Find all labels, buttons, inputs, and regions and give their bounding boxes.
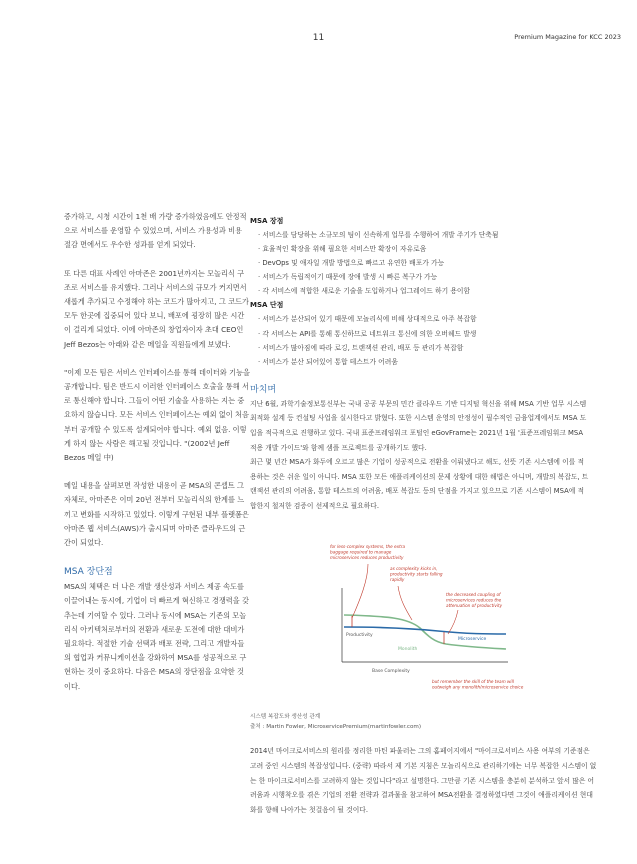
annotation-right: the decreased coupling of microservices reduces the attenuation of productivity — [446, 592, 503, 608]
section-heading: MSA 장단점 — [64, 567, 113, 578]
monolith-curve — [344, 615, 506, 649]
conclusion-paragraph: 지난 6월, 과학기술정보통신부는 국내 공공 부문의 민간 클라우드 기반 디지털 혁신을 위해 MSA 기반 업무 시스템 최적화 설계 등 컨설팅 사업을 실시한다고 밝혔다. 또한 시스템 운영의 안정성이 필수적인 금융업계에서도 MSA 도입을 적극적으로 진행하고 있다. 국내 표준프레임워크 포털인 eGovFrame는 2021년 1월 '표준프레임워크 MSA 적용 개발 가이드'와 함께 샘플 프로젝트를 공개하기도 했다. — [250, 399, 587, 452]
list-item: · 각 서비스는 API를 통해 통신하므로 네트워크 통신에 의한 오버헤드 발생 — [258, 327, 590, 341]
paragraph: 메일 내용을 살펴보면 작성한 내용이 곧 MSA의 콘셉트 그 자체로, 아마존은 이미 20년 전부터 모놀리식의 한계를 느끼고 변화를 시작하고 있었다. 이렇게 구현된 내부 플랫폼은 아마존 웹 서비스(AWS)가 출시되며 아마존 클라우드의 근간이 되었다. — [64, 481, 249, 548]
complexity-productivity-figure — [328, 540, 528, 700]
list-item: · 서비스가 분산되어 있기 때문에 모놀리식에 비해 상대적으로 아주 복잡함 — [258, 312, 590, 326]
list-item: · 서비스를 담당하는 소규모의 팀이 신속하게 업무를 수행하여 개발 주기가 단축됨 — [258, 228, 590, 242]
quote-paragraph: "이제 모든 팀은 서비스 인터페이스를 통해 데이터와 기능을 공개합니다. 팀은 반드시 이러한 인터페이스 호출을 통해 서로 통신해야 합니다. 그들이 어떤 기술을 사용하는 지는 중요하지 않습니다. 모든 서비스 인터페이스는 예외 없이 처음부터 공개할 수 있도록 설계되어야 합니다. 예외 없음. 이렇게 하지 않는 사람은 해고될 것입니다. "(2002년 Jeff Bezos 메일 中) — [64, 367, 250, 463]
paragraph: 또 다른 대표 사례인 아마존은 2001년까지는 모놀리식 구조로 서비스를 유지했다. 그러나 서비스의 규모가 커지면서 새롭게 추가되고 수정해야 하는 코드가 많아지고, 그 코드가 모두 한곳에 집중되어 있다 보니, 배포에 굉장히 많은 시간이 걸리게 되었다. 이에 아마존의 창업자이자 초대 CEO인 Jeff Bezos는 아래와 같은 메일을 직원들에게 보냈다. — [64, 268, 249, 349]
pros-title: MSA 장점 — [250, 217, 284, 225]
annotation-mid: as complexity kicks in, productivity starts falling rapidly — [390, 566, 443, 582]
magazine-title: Premium Magazine for KCC 2023 — [514, 33, 621, 41]
list-item: · 서비스가 많아짐에 따라 로깅, 트랜잭션 관리, 배포 등 관리가 복잡함 — [258, 341, 590, 355]
paragraph: MSA의 체택은 더 나은 개발 생산성과 서비스 제공 속도를 이끌어내는 동시에, 기업이 더 빠르게 혁신하고 경쟁력을 갖추는데 기여할 수 있다. 그러나 동시에 MSA는 기존의 모놀리식 아키텍처로부터의 전환과 새로운 도전에 대한 대비가 필요하다. 적절한 기술 선택과 배포 전략, 그리고 개발자들의 협업과 커뮤니케이션을 강화하여 MSA를 성공적으로 구현하는 것이 중요하다. 다음은 MSA의 장단점을 요약한 것이다. — [64, 582, 249, 691]
right-column — [250, 214, 590, 514]
caption-title: 시스템 복잡도와 생산성 관계 — [250, 714, 321, 720]
conclusion-paragraph: 최근 몇 년간 MSA가 화두에 오르고 많은 기업이 성공적으로 전환을 이뤄냈다고 해도, 선뜻 기존 시스템에 이를 적용하는 것은 쉬운 일이 아니다. MSA 또한 모든 애플리케이션의 문제 상황에 대한 해법은 아니며, 개발의 복잡도, 트랜잭션 관리의 어려움, 통합 테스트의 어려움, 배포 복잡도 등의 단점을 가지고 있으므로 기존 시스템이 MSA에 적합한지 철저한 검증이 선제적으로 필요하다. — [250, 458, 589, 510]
annotation-bottom: but remember the skill of the team will outweigh any monolith/microservice choice — [432, 679, 524, 690]
list-item: · 서비스가 분산 되어있어 통합 테스트가 어려움 — [258, 355, 590, 369]
caption-source: 출처 : Martin Fowler, MicroservicePremium(martinfowler.com) — [250, 724, 422, 730]
left-column — [64, 210, 250, 708]
list-item: · 각 서비스에 적합한 새로운 기술을 도입하거나 업그레이드 하기 용이함 — [258, 284, 590, 298]
annotation-arrow — [352, 564, 368, 618]
pros-list — [258, 228, 590, 298]
final-paragraph: 2014년 마이크로서비스의 원리를 정리한 마틴 파울러는 그의 홈페이지에서 "마이크로서비스 사용 여부의 기준점은 고려 중인 시스템의 복잡성입니다. (중략) 따라서 제 기본 지침은 모놀리식으로 관리하기에는 너무 복잡한 시스템이 없는 한 마이크로서비스를 고려하지 않는 것입니다"라고 설명한다. 그만큼 기존 시스템을 충분히 분석하고 앞서 많은 어려움과 시행착오를 겪은 기업의 전환 전략과 결과물을 참고하여 MSA전환을 결정하였다면 그것이 애플리케이션 현대화를 향해 나아가는 첫걸음이 될 것이다. — [250, 747, 597, 815]
base-complexity-label: Base Complexity — [372, 669, 410, 674]
annotation-arrow — [448, 610, 458, 634]
list-item: · 서비스가 독립적이기 때문에 장애 발생 시 빠른 복구가 가능 — [258, 270, 590, 284]
page-number: 11 — [312, 33, 325, 43]
monolith-label: Monolith — [398, 647, 418, 652]
list-item: · 효율적인 확장을 위해 필요한 서비스만 확장이 자유로움 — [258, 242, 590, 256]
figure-caption — [250, 712, 421, 732]
annotation-top: for less-complex systems, the extra baggage required to manage microservices reduces productivity — [330, 544, 406, 560]
conclusion-title: 마치며 — [250, 384, 277, 395]
cons-title: MSA 단점 — [250, 301, 284, 310]
cons-list — [258, 312, 590, 368]
microservice-label: Microservice — [458, 637, 487, 642]
paragraph: 증가하고, 시청 시간이 1천 배 가량 증가하였음에도 안정적으로 서비스를 운영할 수 있었으며, 서비스 가용성과 비용 절감 면에서도 우수한 성과를 얻게 되었다. — [64, 212, 247, 250]
list-item: · DevOps 및 애자일 개발 방법으로 빠르고 유연한 배포가 가능 — [258, 256, 590, 270]
productivity-label: Productivity — [346, 633, 373, 638]
annotation-arrow — [398, 586, 412, 620]
